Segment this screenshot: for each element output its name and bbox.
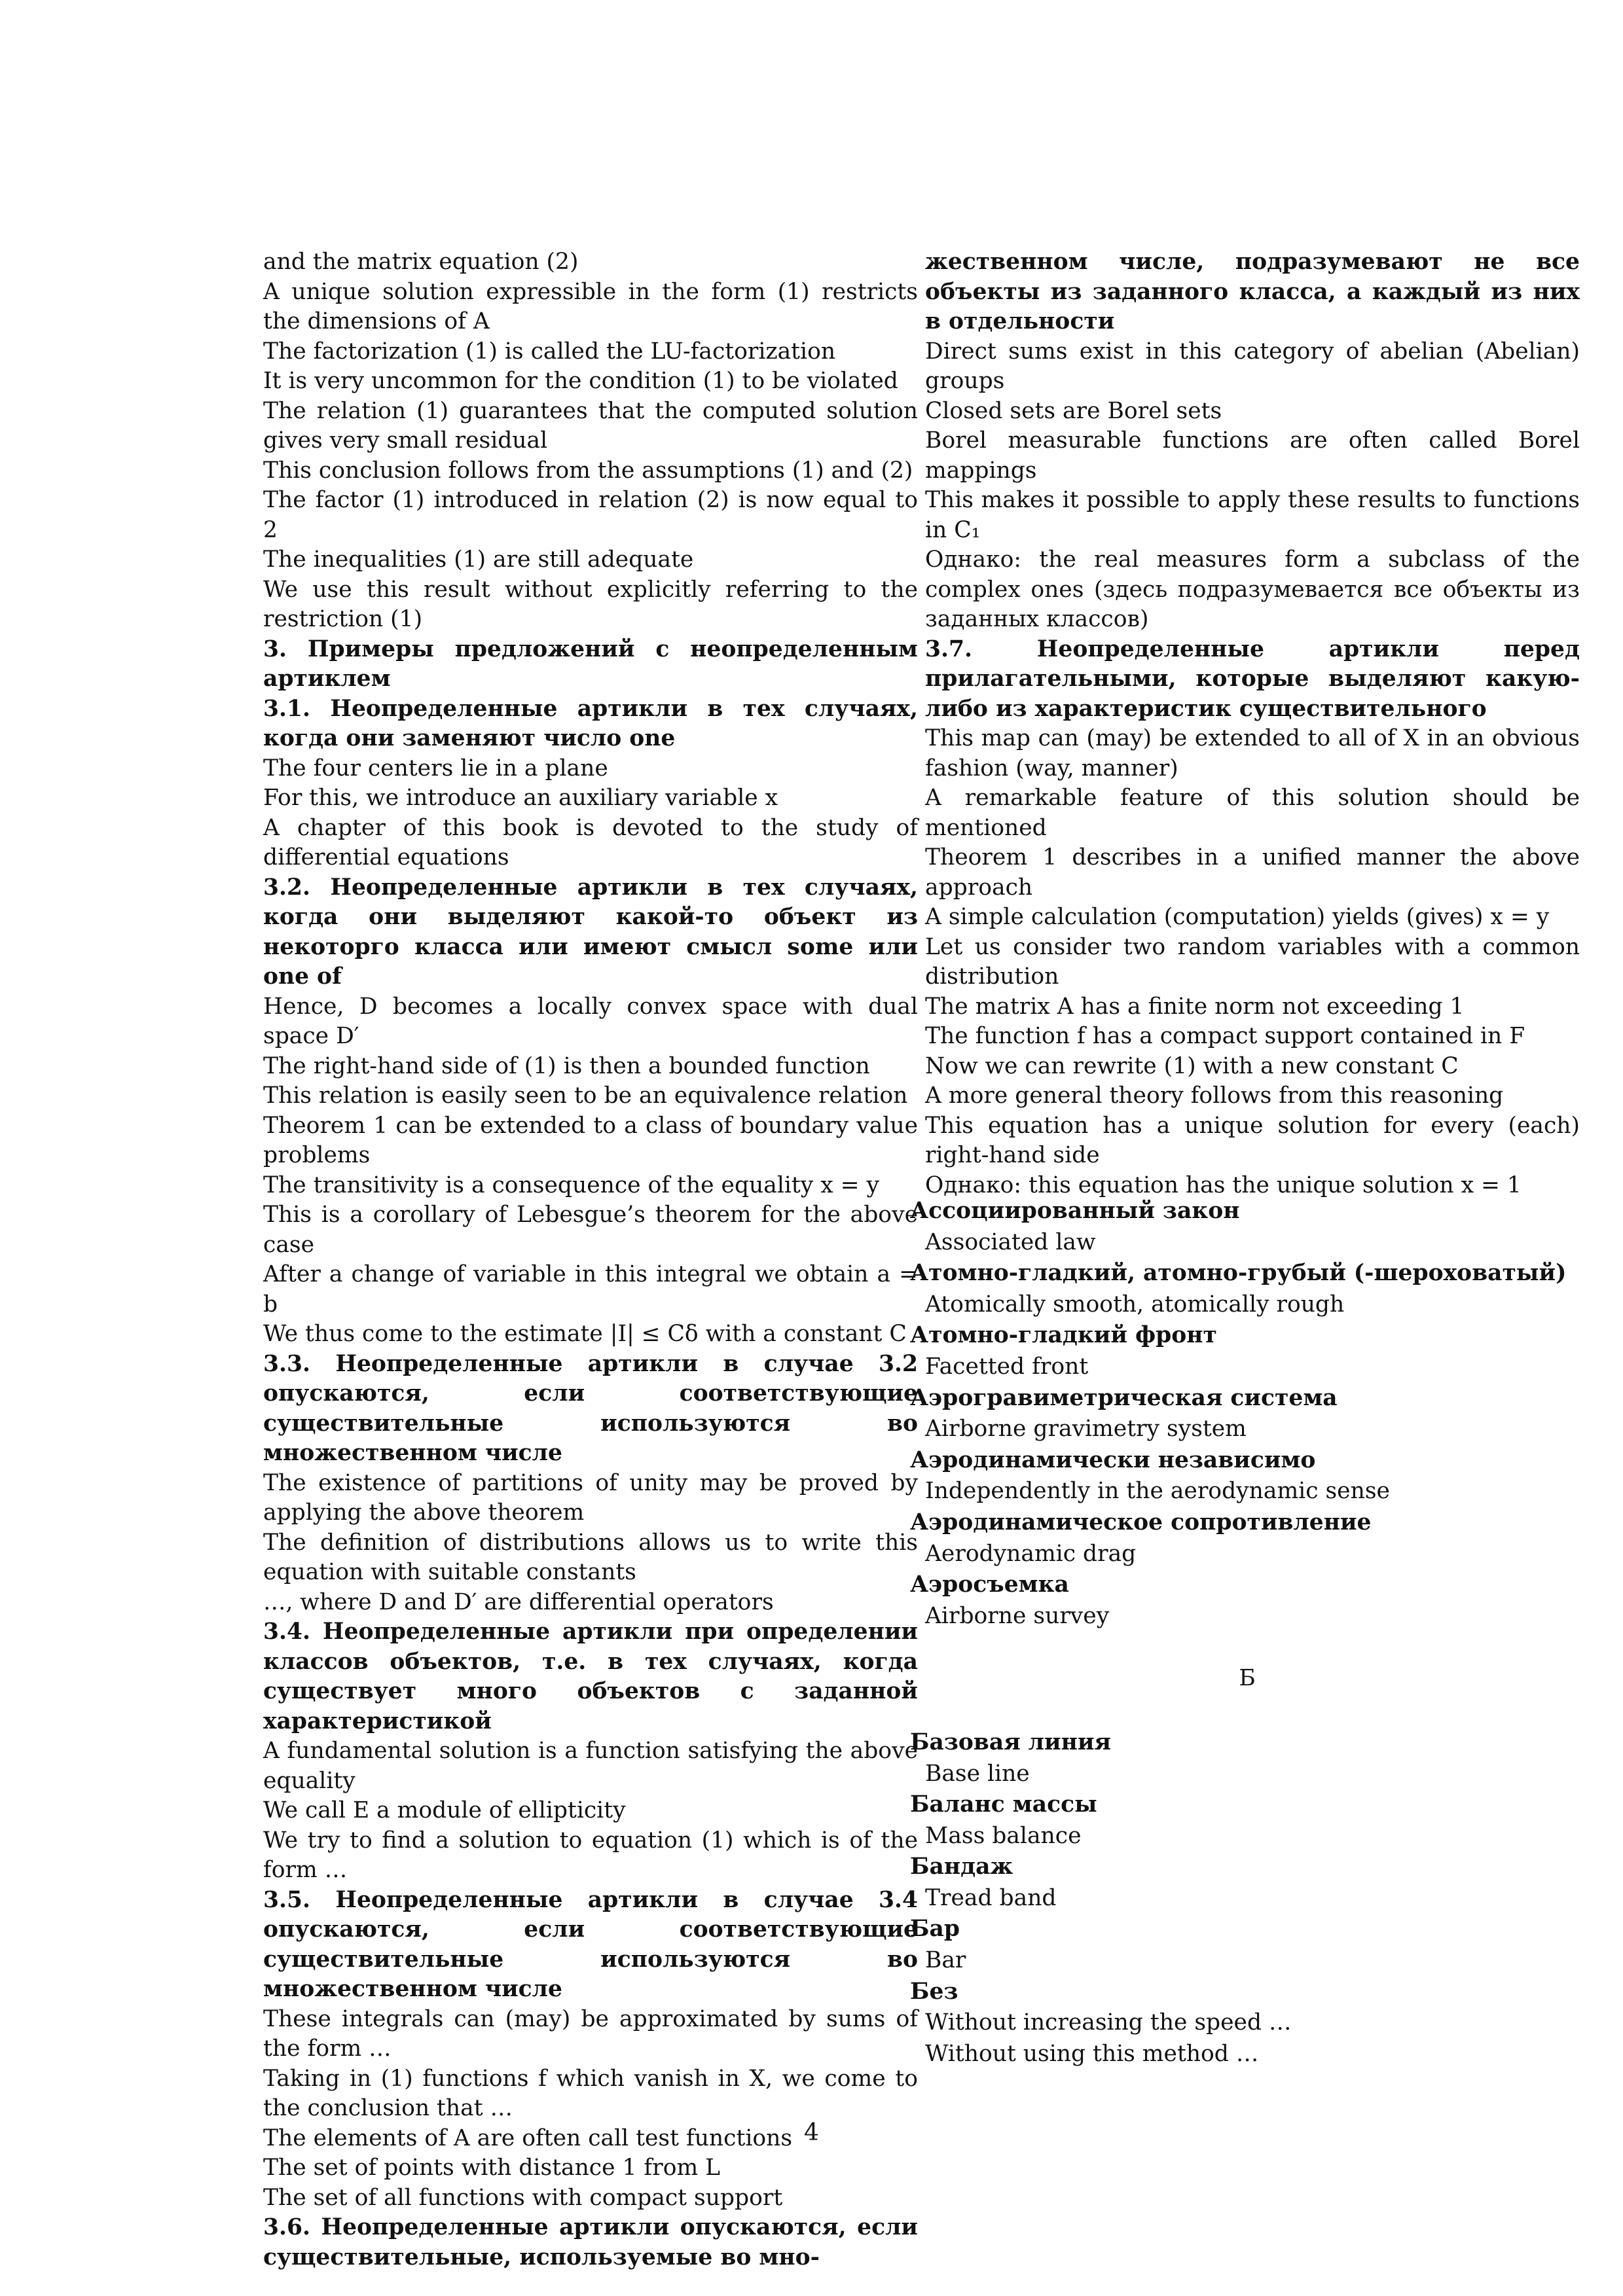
example-sentence: A chapter of this book is devoted to the study of differential equations [263, 814, 918, 870]
example-sentence: A more general theory follows from this reasoning [925, 1083, 1504, 1109]
example-sentence: This is a corollary of Lebesgue’s theorem for the above case [263, 1202, 918, 1258]
example-sentence: The right-hand side of (1) is then a bounded function [263, 1052, 870, 1079]
example-sentence: Однако: the real measures form a subclass of the complex ones (здесь подразумевается все объекты из заданных классов) [925, 547, 1580, 632]
glossary-term: Аэродинамически независимо [910, 1446, 1316, 1473]
glossary-term: Аэросъемка [910, 1571, 1069, 1598]
glossary-translation: Associated law [925, 1229, 1096, 1255]
example-sentence: Borel measurable functions are often called Borel mappings [925, 427, 1580, 484]
example-sentence: The function f has a compact support contained in F [925, 1023, 1525, 1049]
glossary-translation: Aerodynamic drag [925, 1540, 1137, 1567]
example-sentence: The definition of distributions allows us to write this equation with suitable constants [263, 1529, 918, 1585]
glossary-term: Атомно-гладкий фронт [910, 1322, 1217, 1349]
glossary-term: Ассоциированный закон [910, 1198, 1240, 1224]
section-heading: 3. Примеры предложений с неопределенным артиклем [263, 636, 918, 692]
glossary [910, 1196, 1584, 2070]
glossary-translation: Without increasing the speed … [925, 2009, 1292, 2036]
example-sentence: The set of points with distance 1 from L [263, 2155, 721, 2181]
glossary-term: Базовая линия [910, 1729, 1111, 1755]
page-number: 4 [804, 2119, 819, 2146]
example-sentence: The transitivity is a consequence of the equality x = y [263, 1172, 880, 1198]
section-heading: 3.7. Неопределенные артикли перед прилагательными, которые выделяют какую-либо из характеристик существительного [925, 636, 1580, 722]
example-sentence: Theorem 1 describes in a unified manner the above approach [925, 844, 1580, 901]
section-heading: 3.5. Неопределенные артикли в случае 3.4 опускаются, если соответствующие существительные используются во множественном числе [263, 1886, 918, 2002]
example-sentence: This map can (may) be extended to all of X in an obvious fashion (way, manner) [925, 725, 1580, 781]
example-sentence: The existence of partitions of unity may be proved by applying the above theorem [263, 1469, 918, 1526]
example-sentence: The four centers lie in a plane [263, 755, 608, 781]
example-sentence: The factor (1) introduced in relation (2) is now equal to 2 [263, 487, 918, 543]
section-heading: 3.6. Неопределенные артикли опускаются, если существительные, используемые во мно- [263, 2214, 918, 2270]
example-sentence: Theorem 1 can be extended to a class of boundary value problems [263, 1112, 918, 1168]
example-sentence: We thus come to the estimate |I| ≤ Cδ with a constant C [263, 1321, 907, 1347]
glossary-term: Атомно-гладкий, атомно-грубый (-шероховатый) [910, 1260, 1567, 1287]
example-sentence: The elements of A are often call test functions [263, 2125, 793, 2151]
glossary-translation: Bar [925, 1947, 966, 1974]
example-sentence: This makes it possible to apply these results to functions in C₁ [925, 487, 1580, 543]
example-sentence: …, where D and D′ are differential operators [263, 1588, 774, 1615]
example-sentence: and the matrix equation (2) [263, 249, 579, 275]
example-sentence: This equation has a unique solution for every (each) right-hand side [925, 1112, 1580, 1168]
glossary-term: Аэродинамическое сопротивление [910, 1509, 1372, 1535]
right-column [925, 247, 1580, 1200]
glossary-translation: Facetted front [925, 1353, 1089, 1380]
glossary-translation: Base line [925, 1760, 1030, 1787]
example-sentence: These integrals can (may) be approximated by sums of the form … [263, 2005, 918, 2062]
example-sentence: Hence, D becomes a locally convex space with dual space D′ [263, 993, 918, 1049]
example-sentence: Closed sets are Borel sets [925, 397, 1222, 424]
example-sentence: We use this result without explicitly referring to the restriction (1) [263, 576, 918, 632]
example-sentence: The set of all functions with compact support [263, 2184, 783, 2211]
glossary-section-a [910, 1196, 1584, 1632]
example-sentence: A unique solution expressible in the form (1) restricts the dimensions of A [263, 278, 918, 334]
left-column [263, 247, 918, 2272]
glossary-translation: Airborne gravimetry system [925, 1416, 1247, 1443]
example-sentence: A simple calculation (computation) yields (gives) x = y [925, 904, 1550, 930]
example-sentence: Однако: this equation has the unique solution x = 1 [925, 1172, 1522, 1198]
glossary-term: Бар [910, 1916, 960, 1943]
example-sentence: After a change of variable in this integral we obtain a = b [263, 1261, 918, 1318]
glossary-translation: Independently in the aerodynamic sense [925, 1478, 1390, 1505]
section-heading: 3.1. Неопределенные артикли в тех случаях, когда они заменяют число one [263, 695, 918, 751]
example-sentence: The inequalities (1) are still adequate [263, 547, 694, 573]
example-sentence: A fundamental solution is a function satisfying the above equality [263, 1738, 918, 1794]
example-sentence: The factorization (1) is called the LU-factorization [263, 338, 836, 365]
example-sentence: Taking in (1) functions f which vanish in X, we come to the conclusion that … [263, 2065, 918, 2121]
section-heading: 3.4. Неопределенные артикли при определении классов объектов, т.е. в тех случаях, когда существует много объектов с заданной характеристикой [263, 1619, 918, 1734]
glossary-translation: Airborne survey [925, 1602, 1110, 1629]
example-sentence: The relation (1) guarantees that the computed solution gives very small residual [263, 397, 918, 454]
example-sentence: We try to find a solution to equation (1) which is of the form … [263, 1827, 918, 1883]
glossary-translation: Tread band [925, 1884, 1057, 1911]
example-sentence: Direct sums exist in this category of abelian (Abelian) groups [925, 338, 1580, 394]
glossary-term: Баланс массы [910, 1791, 1097, 1818]
glossary-translation: Mass balance [925, 1822, 1082, 1849]
example-sentence: The matrix A has a finite norm not exceeding 1 [925, 993, 1465, 1020]
example-sentence: Let us consider two random variables with a common distribution [925, 933, 1580, 990]
glossary-translation: Without using this method … [925, 2040, 1259, 2067]
glossary-translation: Atomically smooth, atomically rough [925, 1291, 1345, 1318]
example-sentence: We call E a module of ellipticity [263, 1797, 626, 1823]
glossary-term: Бандаж [910, 1854, 1013, 1880]
glossary-term: Без [910, 1978, 958, 2005]
section-heading: 3.2. Неопределенные артикли в тех случаях, когда они выделяют какой-то объект из некоторго класса или имеют смысл some или one of [263, 874, 918, 990]
glossary-term: Аэрогравиметрическая система [910, 1384, 1338, 1411]
example-sentence: A remarkable feature of this solution should be mentioned [925, 785, 1580, 841]
example-sentence: This relation is easily seen to be an equivalence relation [263, 1083, 908, 1109]
section-heading: жественном числе, подразумевают не все объекты из заданного класса, а каждый из них в отдельности [925, 249, 1580, 334]
example-sentence: It is very uncommon for the condition (1) to be violated [263, 368, 898, 394]
section-heading: 3.3. Неопределенные артикли в случае 3.2 опускаются, если соответствующие существительные используются во множественном числе [263, 1350, 918, 1466]
section-letter: Б [1239, 1665, 1256, 1692]
example-sentence: Now we can rewrite (1) with a new constant C [925, 1052, 1459, 1079]
example-sentence: This conclusion follows from the assumptions (1) and (2) [263, 457, 913, 484]
glossary-section-b [910, 1727, 1584, 2070]
example-sentence: For this, we introduce an auxiliary variable x [263, 785, 778, 811]
